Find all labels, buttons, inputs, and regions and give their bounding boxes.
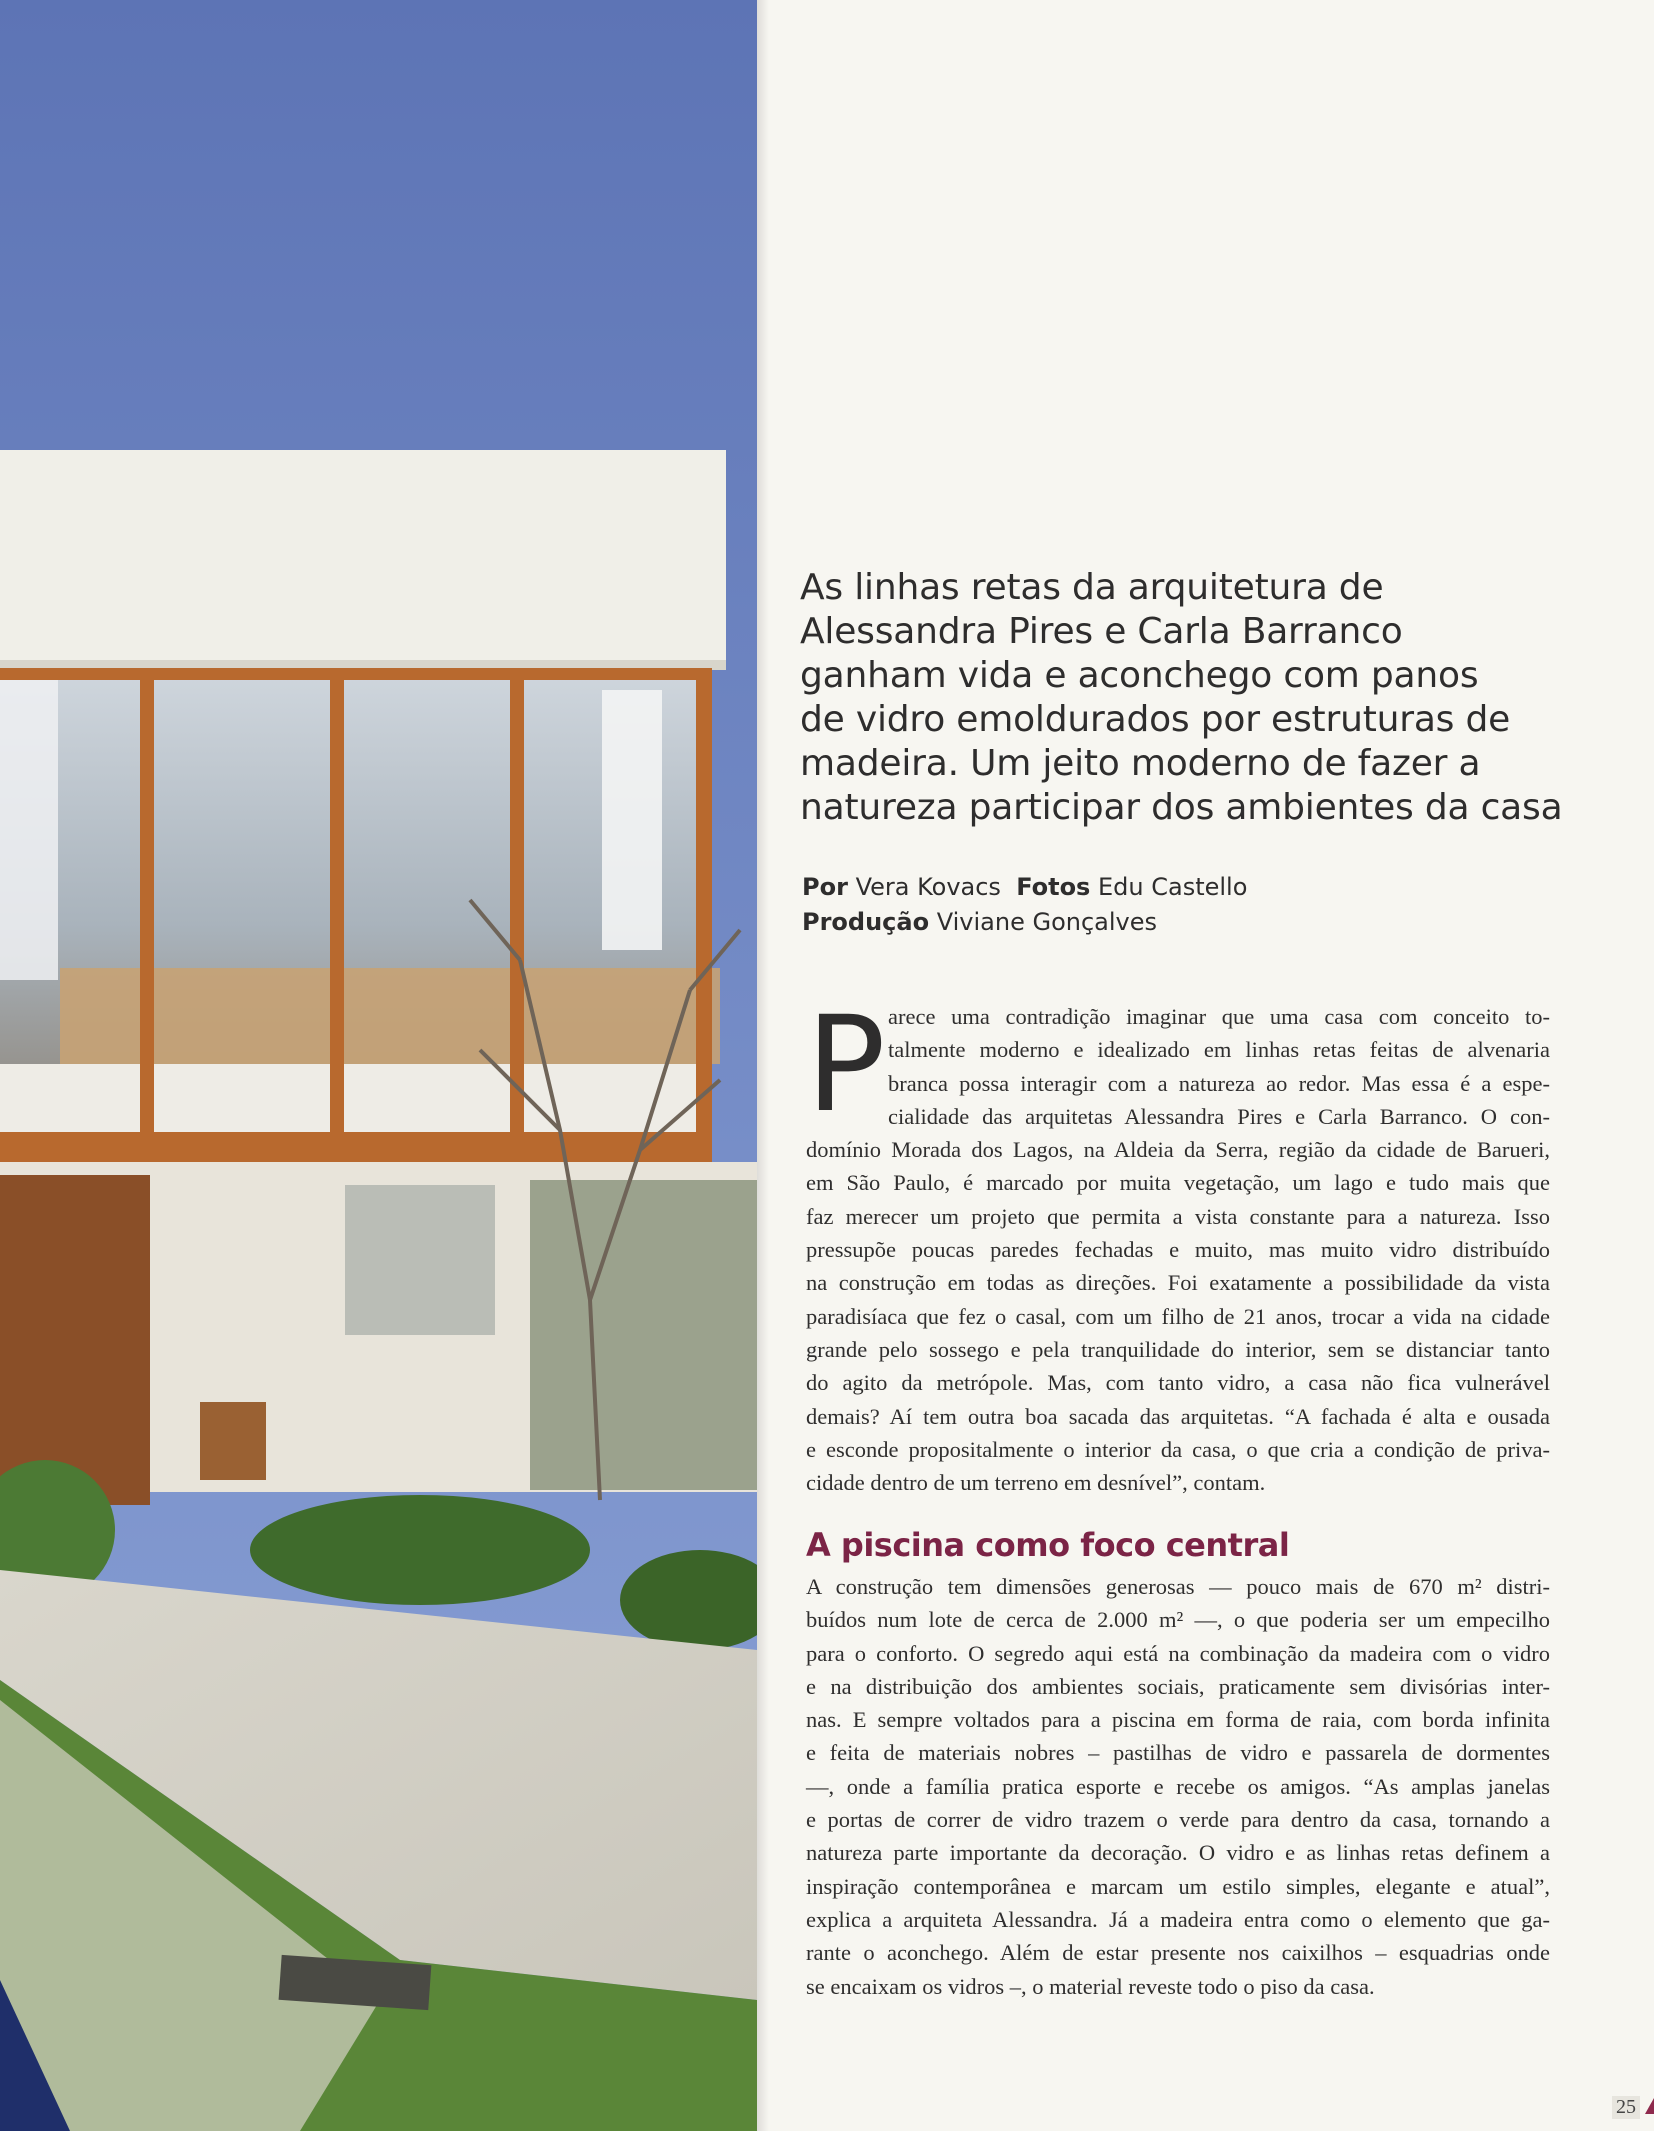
text-line: inspiração contemporânea e marcam um estilo simples, elegante e atual”,: [806, 1873, 1550, 1899]
article-credits: [802, 870, 1562, 940]
text-line: faz merecer um projeto que permita a vista constante para a natureza. Isso: [806, 1203, 1550, 1229]
text-line: nas. E sempre voltados para a piscina em forma de raia, com borda infinita: [806, 1707, 1550, 1733]
folio-triangle-icon: [1645, 2098, 1654, 2114]
facade-upper-band: [0, 450, 726, 668]
hedge: [250, 1495, 590, 1605]
text-line: se encaixam os vidros –, o material reveste todo o piso da casa.: [806, 1973, 1375, 1999]
text-line: rante o aconchego. Além de estar presente nos caixilhos – esquadrias onde: [806, 1940, 1550, 1966]
article-deck: [800, 566, 1600, 830]
author-label: Por: [802, 873, 848, 901]
photographer-name: Edu Castello: [1097, 873, 1248, 901]
text-line: buídos num lote de cerca de 2.000 m² —, o que poderia ser um empecilho: [806, 1607, 1550, 1633]
text-line: natureza parte importante da decoração. O vidro e as linhas retas definem a: [806, 1840, 1550, 1866]
photos-label: Fotos: [1016, 873, 1091, 901]
text-line: branca possa interagir com a natureza ao redor. Mas essa é a espe-: [888, 1070, 1550, 1096]
producer-name: Viviane Gonçalves: [936, 908, 1158, 936]
text-line: cidade dentro de um terreno em desnível”, contam.: [806, 1470, 1266, 1496]
deck-line: madeira. Um jeito moderno de fazer a: [800, 743, 1481, 784]
article-paragraph-2: [806, 1570, 1550, 2003]
text-line: talmente moderno e idealizado em linhas retas feitas de alvenaria: [888, 1037, 1550, 1063]
text-line: e na distribuição dos ambientes sociais, praticamente sem divisórias inter-: [806, 1673, 1550, 1699]
article-paragraph-1: [806, 988, 1550, 1499]
text-line: explica a arquiteta Alessandra. Já a madeira entra como o elemento que ga-: [806, 1906, 1550, 1932]
text-line: domínio Morada dos Lagos, na Aldeia da Serra, região da cidade de Barueri,: [806, 1137, 1550, 1163]
credits-line-1: [802, 870, 1562, 905]
text-line: e feita de materiais nobres – pastilhas de vidro e passarela de dormentes: [806, 1740, 1550, 1766]
deck-line: Alessandra Pires e Carla Barranco: [800, 611, 1403, 652]
text-line: paradisíaca que fez o casal, com um filho de 21 anos, trocar a vida na cidade: [806, 1303, 1550, 1329]
page-number: 25: [1612, 2096, 1640, 2119]
text-line: do agito da metrópole. Mas, com tanto vidro, a casa não fica vulnerável: [806, 1370, 1550, 1396]
deck-line: de vidro emoldurados por estruturas de: [800, 699, 1511, 740]
credits-line-2: [802, 905, 1562, 940]
deck-line: ganham vida e aconchego com panos: [800, 655, 1479, 696]
modern-house-illustration: [0, 0, 757, 2131]
production-label: Produção: [802, 908, 930, 936]
author-name: Vera Kovacs: [855, 873, 1001, 901]
deck-line: As linhas retas da arquitetura de: [800, 567, 1384, 608]
section-subhead: A piscina como foco central: [806, 1526, 1290, 1564]
deck-line: natureza participar dos ambientes da casa: [800, 787, 1563, 828]
text-line: pressupõe poucas paredes fechadas e muito, mas muito vidro distribuído: [806, 1237, 1550, 1263]
text-line: para o conforto. O segredo aqui está na combinação da madeira com o vidro: [806, 1640, 1550, 1666]
front-door: [0, 1175, 150, 1505]
interior-wood-wall: [60, 968, 720, 1064]
text-line: e portas de correr de vidro trazem o verde para dentro da casa, tornando a: [806, 1807, 1550, 1833]
text-line: e esconde propositalmente o interior da casa, o que cria a condição de priva-: [806, 1436, 1550, 1462]
text-line: demais? Aí tem outra boa sacada das arquitetas. “A fachada é alta e ousada: [806, 1403, 1550, 1429]
text-line: A construção tem dimensões generosas — pouco mais de 670 m² distri-: [806, 1574, 1550, 1599]
drop-cap: P: [806, 988, 886, 1142]
text-line: na construção em todas as direções. Foi exatamente a possibilidade da vista: [806, 1270, 1550, 1296]
text-line: em São Paulo, é marcado por muita vegetação, um lago e tudo mais que: [806, 1170, 1550, 1196]
text-line: cialidade das arquitetas Alessandra Pires e Carla Barranco. O con-: [888, 1103, 1550, 1129]
text-line: arece uma contradição imaginar que uma casa com conceito to-: [888, 1004, 1550, 1029]
house-photo: [0, 0, 757, 2131]
text-line: —, onde a família pratica esporte e recebe os amigos. “As amplas janelas: [806, 1773, 1550, 1799]
text-line: grande pelo sossego e pela tranquilidade do interior, sem se distanciar tanto: [806, 1336, 1550, 1362]
page-gutter-shadow: [757, 0, 769, 2131]
